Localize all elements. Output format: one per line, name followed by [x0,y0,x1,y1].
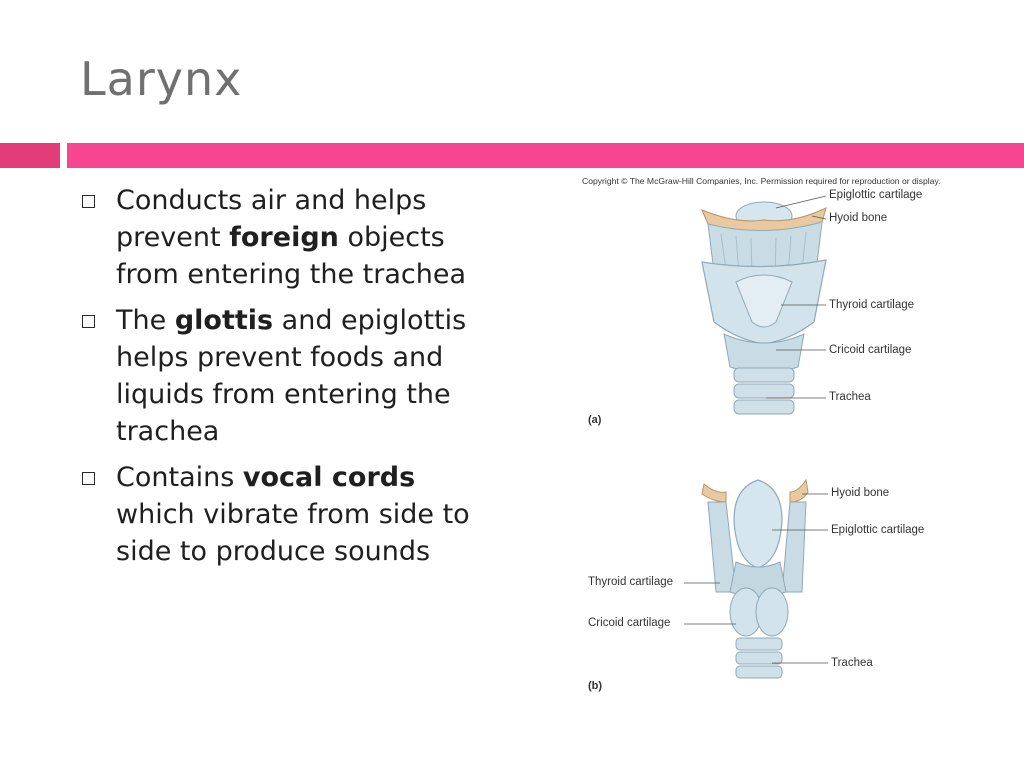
label-a-epiglottic-cartilage: Epiglottic cartilage [829,189,923,201]
label-a-trachea: Trachea [829,391,871,403]
label-b-cricoid-cartilage: Cricoid cartilage [588,617,671,629]
panel-a-tag: (a) [588,414,602,426]
accent-bar-left [0,143,60,168]
label-b-trachea: Trachea [831,657,873,669]
accent-bar-right [67,143,1024,168]
square-bullet-icon [82,315,95,328]
larynx-posterior-view [684,480,828,678]
label-a-cricoid-cartilage: Cricoid cartilage [829,344,912,356]
slide-title: Larynx [80,52,243,106]
label-a-thyroid-cartilage: Thyroid cartilage [829,299,915,311]
bullet-list [78,182,498,579]
bullet-item: The glottis and epiglottis helps prevent foods and liquids from entering the trachea [78,302,498,450]
bullet-item: Conducts air and helps prevent foreign objects from entering the trachea [78,182,498,293]
label-b-thyroid-cartilage: Thyroid cartilage [588,576,674,588]
label-b-epiglottic-cartilage: Epiglottic cartilage [831,524,925,536]
square-bullet-icon [82,472,95,485]
label-a-hyoid-bone: Hyoid bone [829,212,888,224]
larynx-anterior-view [702,196,826,414]
bullet-item: Contains vocal cords which vibrate from side to side to produce sounds [78,459,498,570]
larynx-figure [576,172,956,702]
label-b-hyoid-bone: Hyoid bone [831,487,890,499]
copyright-notice: Copyright © The McGraw-Hill Companies, Inc. Permission required for reproduction or display. [582,176,941,186]
panel-b-tag: (b) [588,680,603,692]
square-bullet-icon [82,195,95,208]
